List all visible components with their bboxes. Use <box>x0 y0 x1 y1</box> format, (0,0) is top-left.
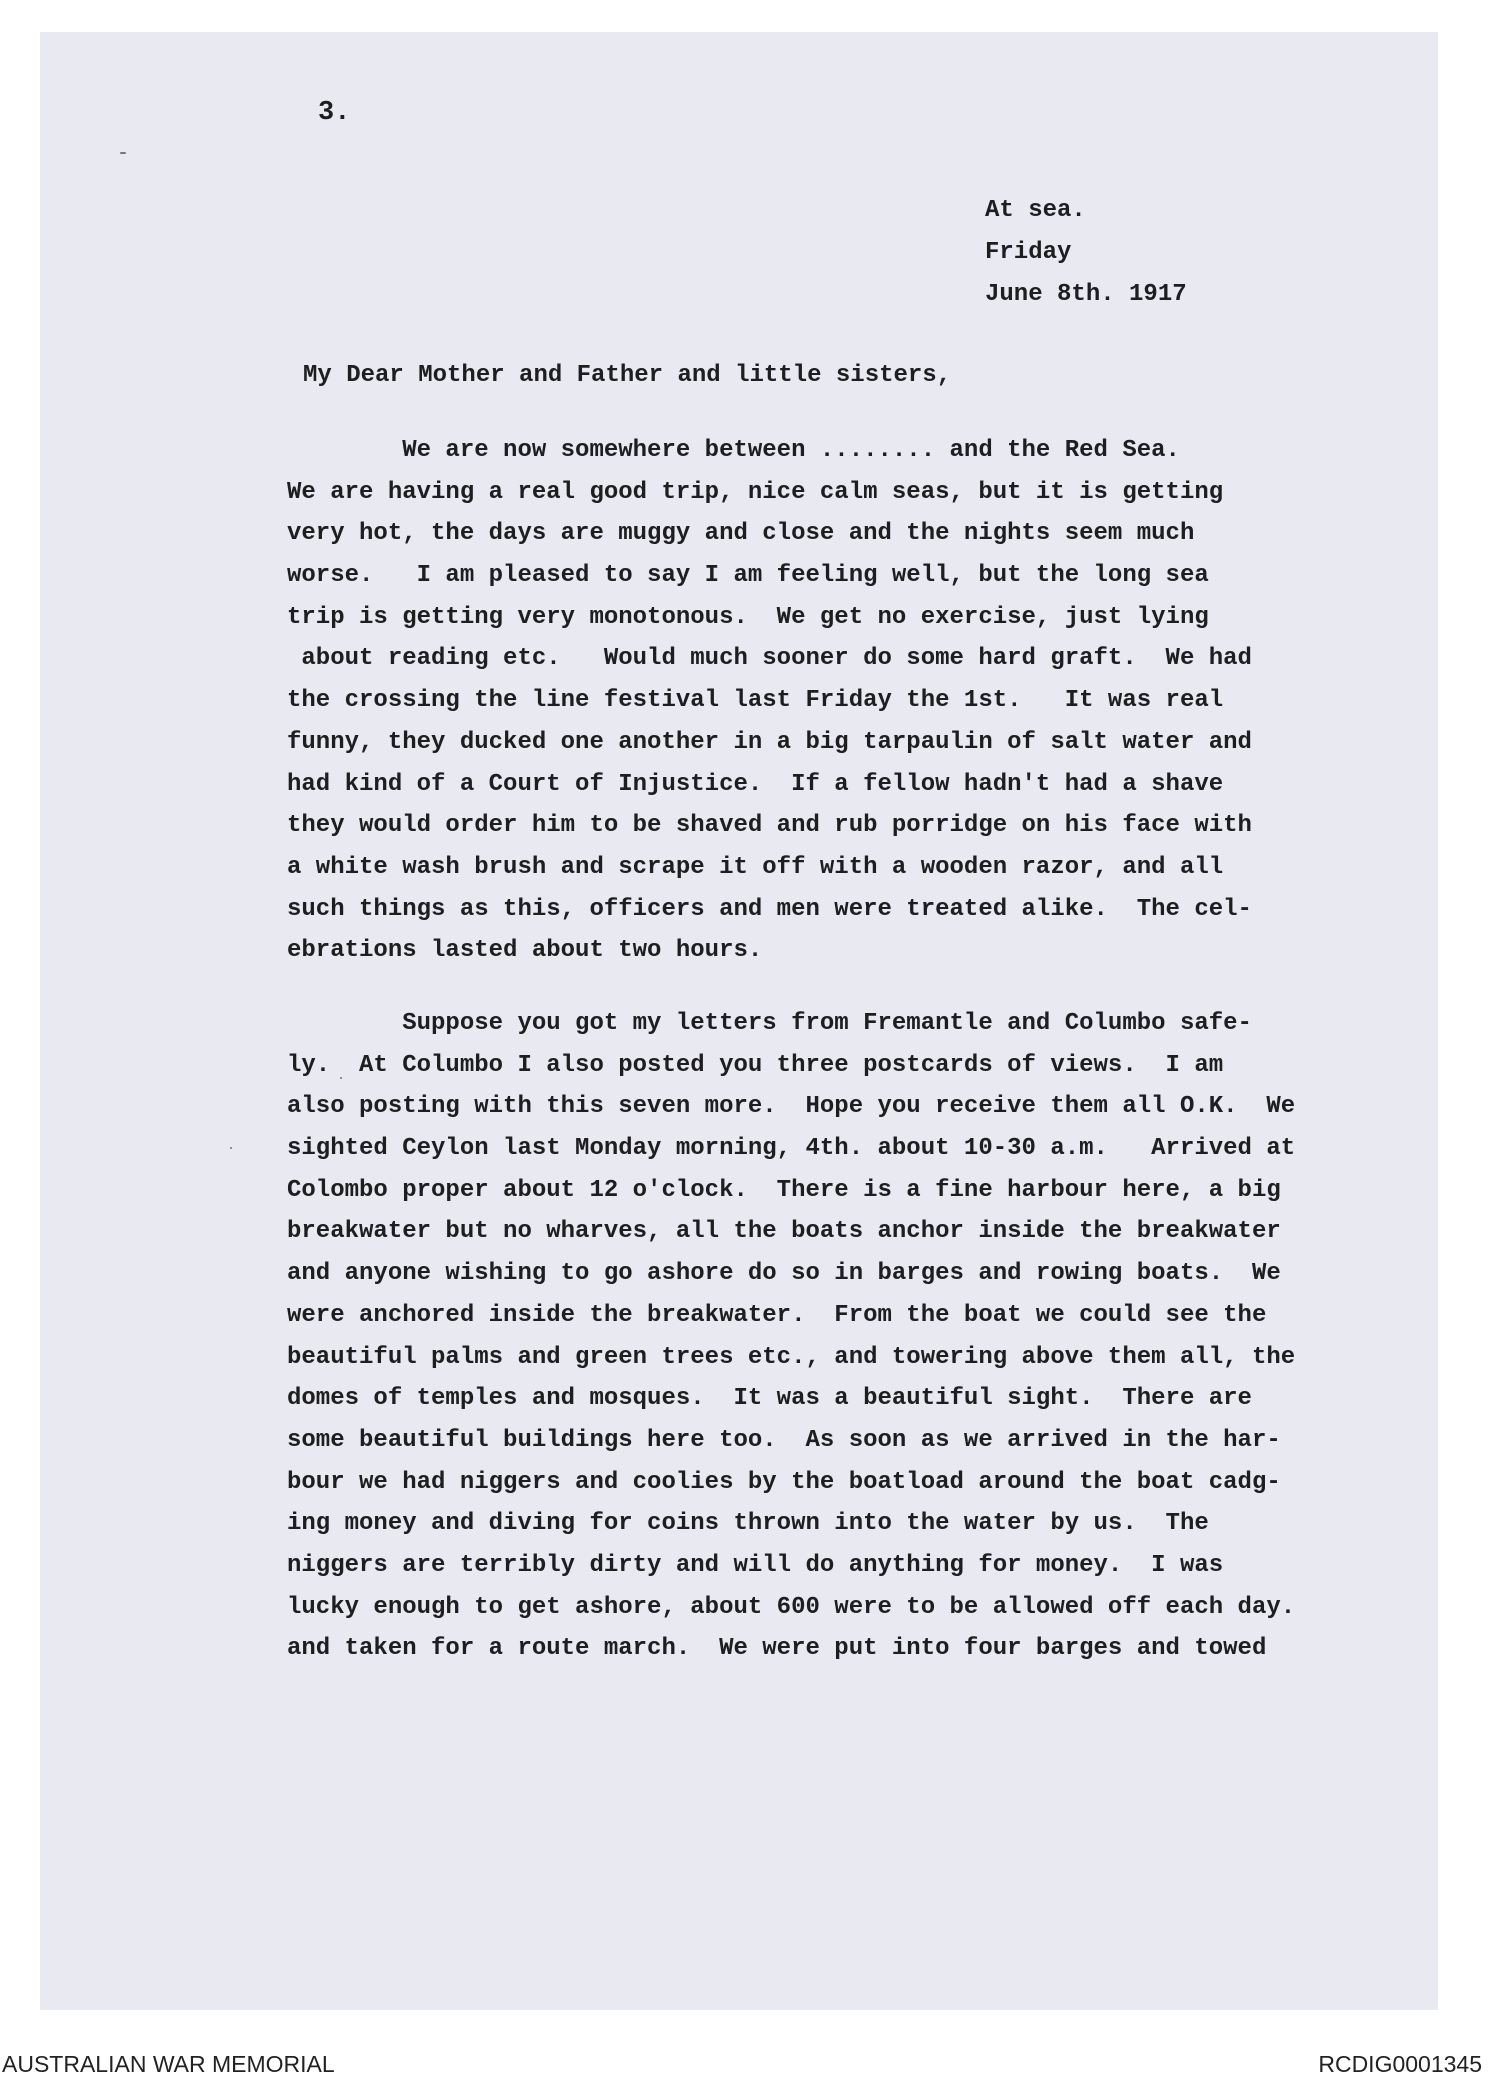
text-line: beautiful palms and green trees etc., and towering above them all, the <box>287 1343 1296 1371</box>
text-line: bour we had niggers and coolies by the boatload around the boat cadg- <box>287 1468 1281 1496</box>
text-line: a white wash brush and scrape it off with a wooden razor, and all <box>287 853 1224 881</box>
footer-institution: AUSTRALIAN WAR MEMORIAL <box>2 2051 335 2077</box>
text-line: lucky enough to get ashore, about 600 were to be allowed off each day. <box>287 1593 1296 1621</box>
dateline-place: At sea. <box>985 197 1086 224</box>
text-line: and anyone wishing to go ashore do so in barges and rowing boats. We <box>287 1260 1281 1288</box>
text-line: very hot, the days are muggy and close and the nights seem much <box>287 520 1195 548</box>
text-line: breakwater but no wharves, all the boats anchor inside the breakwater <box>287 1218 1281 1246</box>
text-line: some beautiful buildings here too. As soon as we arrived in the har- <box>287 1426 1281 1454</box>
text-line: We are having a real good trip, nice calm seas, but it is getting <box>287 478 1224 506</box>
text-line: domes of temples and mosques. It was a beautiful sight. There are <box>287 1385 1252 1413</box>
text-line: were anchored inside the breakwater. From the boat we could see the <box>287 1301 1267 1329</box>
text-line: also posting with this seven more. Hope you receive them all O.K. We <box>287 1093 1296 1121</box>
paper-speck <box>120 152 126 154</box>
dateline <box>985 190 1187 316</box>
dateline-date: June 8th. 1917 <box>985 281 1187 308</box>
text-line: sighted Ceylon last Monday morning, 4th. about 10-30 a.m. Arrived at <box>287 1135 1296 1163</box>
text-line: trip is getting very monotonous. We get no exercise, just lying <box>287 603 1209 631</box>
footer-record-id: RCDIG0001345 <box>1318 2051 1482 2077</box>
text-line: such things as this, officers and men were treated alike. The cel- <box>287 895 1252 923</box>
salutation: My Dear Mother and Father and little sisters, <box>303 362 952 389</box>
page-number: 3. <box>318 98 351 128</box>
text-line: ebrations lasted about two hours. <box>287 937 763 965</box>
text-line: Colombo proper about 12 o'clock. There is a fine harbour here, a big <box>287 1176 1281 1204</box>
text-line: Suppose you got my letters from Fremantle and Columbo safe- <box>287 1010 1252 1037</box>
text-line: had kind of a Court of Injustice. If a fellow hadn't had a shave <box>287 770 1224 798</box>
text-line: the crossing the line festival last Friday the 1st. It was real <box>287 687 1224 715</box>
text-line: ing money and diving for coins thrown into the water by us. The <box>287 1510 1209 1538</box>
text-line: ly. At Columbo I also posted you three postcards of views. I am <box>287 1051 1224 1079</box>
text-line: they would order him to be shaved and rub porridge on his face with <box>287 812 1252 840</box>
text-line: about reading etc. Would much sooner do some hard graft. We had <box>287 645 1252 673</box>
text-line: worse. I am pleased to say I am feeling well, but the long sea <box>287 562 1209 590</box>
paragraph-2 <box>287 1003 1295 1670</box>
text-line: and taken for a route march. We were put into four barges and towed <box>287 1635 1267 1663</box>
text-line: We are now somewhere between ........ and the Red Sea. <box>287 437 1180 464</box>
paragraph-1 <box>287 430 1252 972</box>
text-line: niggers are terribly dirty and will do anything for money. I was <box>287 1551 1224 1579</box>
dateline-day: Friday <box>985 239 1072 266</box>
text-line: funny, they ducked one another in a big tarpaulin of salt water and <box>287 728 1252 756</box>
paper-speck <box>230 1147 232 1149</box>
